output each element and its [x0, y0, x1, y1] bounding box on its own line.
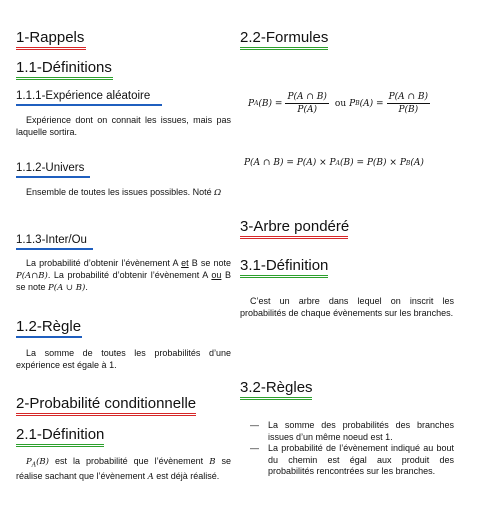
heading-underline — [16, 444, 104, 447]
heading-underline — [240, 236, 348, 239]
math-pa — [26, 457, 49, 467]
heading-experience: 1.1.1-Expérience aléatoire — [16, 90, 151, 102]
text-part: B se note — [191, 258, 231, 268]
paragraph-interou — [16, 258, 231, 295]
math-sub: B — [405, 159, 411, 167]
math-a: A — [147, 472, 154, 483]
heading-def31: 3.1-Définition — [240, 257, 329, 274]
heading-underline — [16, 104, 162, 106]
paragraph-def21 — [16, 456, 231, 484]
def31-text: C’est un arbre dans lequel on inscrit les probabilités de chaque évènements sur les branches. — [240, 296, 454, 318]
math-inter: P(A∩B) — [16, 270, 48, 281]
fraction-denominator: P(B) — [398, 105, 419, 115]
heading-rappels: 1-Rappels — [16, 29, 85, 46]
heading-underline — [16, 47, 86, 50]
heading-interou: 1.1.3-Inter/Ou — [16, 234, 87, 246]
heading-underline — [16, 176, 90, 178]
omega-symbol: Ω — [214, 188, 222, 198]
text-part: se réalise sachant que l’évènement — [16, 456, 231, 482]
heading-underline — [240, 47, 328, 50]
word-ou: ou — [334, 98, 347, 109]
fraction-numerator: P(A ∩ B) — [287, 92, 327, 102]
paragraph-univers — [16, 187, 231, 200]
heading-underline — [240, 275, 328, 278]
paragraph-def31 — [240, 296, 454, 319]
math-p: P — [248, 98, 255, 109]
fraction-1 — [285, 92, 328, 115]
list-item — [240, 420, 454, 443]
heading-underline — [240, 397, 312, 400]
math-union: P(A ∪ B) — [48, 283, 86, 293]
paragraph-regle — [16, 348, 231, 371]
text-part: . La probabilité d’obtenir l’évènement A — [47, 269, 208, 280]
heading-underline — [16, 336, 82, 338]
heading-definitions: 1.1-Définitions — [16, 59, 112, 76]
heading-regle: 1.2-Règle — [16, 318, 82, 335]
univers-text: Ensemble de toutes les issues possibles. Noté — [26, 187, 212, 197]
math-part: P(A ∩ B) = P(A) × P — [244, 158, 336, 168]
math-b: B — [209, 457, 216, 467]
text-part: B se note — [16, 269, 231, 292]
heading-underline — [16, 413, 196, 416]
fraction-2 — [387, 92, 430, 115]
dash-bullet: — — [250, 443, 259, 453]
heading-univers: 1.1.2-Univers — [16, 162, 85, 174]
underlined-et: et — [181, 258, 189, 268]
experience-text: Expérience dont on connait les issues, mais pas laquelle sortira. — [16, 115, 231, 137]
heading-underline — [16, 77, 113, 80]
text-part: . — [85, 282, 88, 292]
heading-formules: 2.2-Formules — [240, 29, 329, 46]
heading-probcond: 2-Probabilité conditionnelle — [16, 395, 197, 412]
fraction-denominator: P(A) — [297, 105, 317, 115]
math-arg: (B) = — [258, 98, 283, 109]
math-part: (A) — [410, 158, 424, 168]
rules-list — [240, 420, 454, 478]
heading-regles: 3.2-Règles — [240, 379, 313, 396]
math-sub: A — [31, 461, 37, 469]
text-part: est déjà réalisé. — [156, 471, 220, 482]
heading-arbre: 3-Arbre pondéré — [240, 218, 350, 235]
math-sub: A — [335, 159, 340, 167]
math-arg: (B) — [36, 457, 49, 467]
list-item — [240, 443, 454, 478]
fraction-numerator: P(A ∩ B) — [388, 92, 429, 102]
text-part: La probabilité d’obtenir l’évènement A — [26, 258, 179, 268]
rule-text: La somme des probabilités des branches issues d’un même noeud est 1. — [268, 420, 454, 442]
regle-text: La somme de toutes les probabilités d’une expérience est égale à 1. — [16, 348, 231, 370]
dash-bullet: — — [250, 420, 259, 430]
heading-def21: 2.1-Définition — [16, 426, 105, 443]
math-part: (B) = P(B) × P — [339, 158, 406, 168]
formula-conditional — [248, 92, 433, 115]
math-p: P — [26, 457, 32, 467]
math-sub: A — [254, 100, 259, 107]
math-sub: B — [355, 100, 360, 107]
paragraph-experience — [16, 115, 231, 138]
underlined-ou: ou — [211, 269, 222, 280]
math-arg: (A) = — [359, 98, 384, 109]
math-p: P — [349, 98, 356, 109]
formula-product — [244, 158, 424, 168]
heading-underline — [16, 248, 93, 250]
rule-text: La probabilité de l’évènement indiqué au bout du chemin est égal aux produit des probabilités rencontrées sur les branches. — [268, 443, 454, 476]
text-part: est la probabilité que l’évènement — [55, 456, 204, 466]
